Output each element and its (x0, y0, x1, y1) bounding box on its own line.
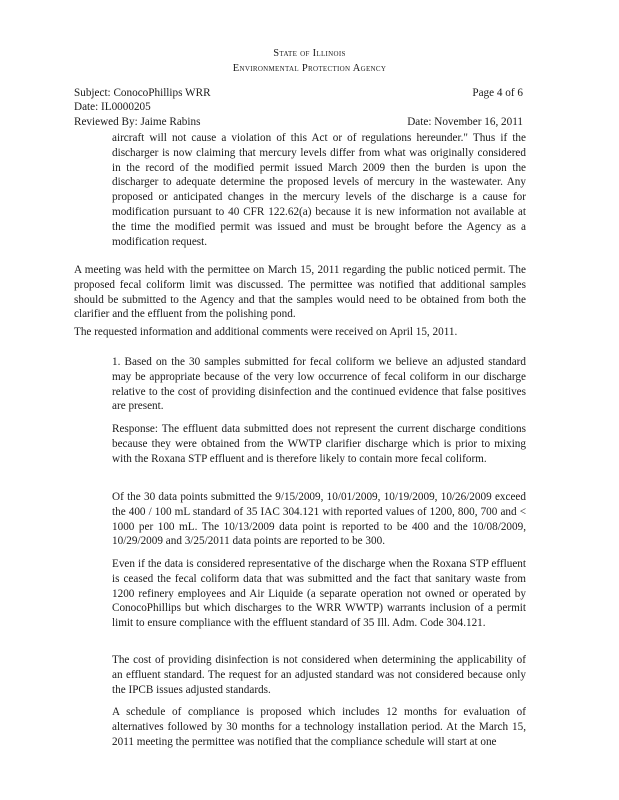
paragraph-requested-info: The requested information and additional comments were received on April 15, 2011. (74, 326, 458, 338)
response-1: Response: The effluent data submitted does not represent the current discharge conditions because they were obtained from the WWTP clarifier discharge which is prior to mixing with the Roxana STP effluent and is therefore likely to contain more fecal coliform. (112, 423, 526, 465)
paragraph-schedule: A schedule of compliance is proposed which includes 12 months for evaluation of alternatives followed by 30 months for a technology installation period. At the March 15, 2011 meeting the permittee was notified that the compliance schedule will start at one (112, 706, 526, 748)
page-number: Page 4 of 6 (472, 87, 523, 99)
paragraph-data-points: Of the 30 data points submitted the 9/15/2009, 10/01/2009, 10/19/2009, 10/26/2009 exceed the 400 / 100 mL standard of 35 IAC 304.121 with reported values of 1200, 800, 700 and < 1000 per 100 mL. The 10/13/2009 data point is reported to be 400 and the 10/08/2009, 10/29/2009 and 3/25/2011 data points are reported to be 300. (112, 491, 526, 548)
state-title: State of Illinois (273, 48, 346, 59)
agency-title: Environmental Protection Agency (232, 63, 387, 74)
review-date: Date: November 16, 2011 (407, 116, 523, 128)
paragraph-meeting: A meeting was held with the permittee on March 15, 2011 regarding the public noticed permit. The proposed fecal coliform limit was discussed. The permittee was notified that additional samples should be submitted to the Agency and that the samples would need to be obtained from both the clarifier and the effluent from the polishing pond. (74, 264, 526, 321)
subject-line: Subject: ConocoPhillips WRR (74, 87, 211, 99)
paragraph-representative: Even if the data is considered representative of the discharge when the Roxana STP effluent is ceased the fecal coliform data that was submitted and the fact that sanitary waste from 1200 refinery employees and Air Liquide (a separate operation not owned or operated by ConocoPhillips but which discharges to the WRR WWTP) warrants inclusion of a permit limit to ensure compliance with the effluent standard of 35 Ill. Adm. Code 304.121. (112, 558, 526, 630)
reviewed-by-line: Reviewed By: Jaime Rabins (74, 116, 201, 128)
paragraph-cost: The cost of providing disinfection is not considered when determining the applicability of an effluent standard. The request for an adjusted standard was not considered because only the IPCB issues adjusted standards. (112, 654, 526, 696)
paragraph-mercury: aircraft will not cause a violation of this Act or of regulations hereunder." Thus if the discharger is now claiming that mercury levels differ from what was originally considered in the record of the modified permit issued March 2009 then the burden is upon the discharger to adequate determine the proposed levels of mercury in the wastewater. Any proposed or anticipated changes in the mercury levels of the discharge is a cause for modification pursuant to 40 CFR 122.62(a) because it is new information not available at the time the modified permit was issued and must be brought before the Agency as a modification request. (112, 132, 526, 248)
comment-1: 1. Based on the 30 samples submitted for fecal coliform we believe an adjusted standard may be appropriate because of the very low occurrence of fecal coliform in our discharge relative to the cost of providing disinfection and the continued evidence that false positives are present. (112, 356, 526, 413)
permit-line: Date: IL0000205 (74, 101, 151, 113)
